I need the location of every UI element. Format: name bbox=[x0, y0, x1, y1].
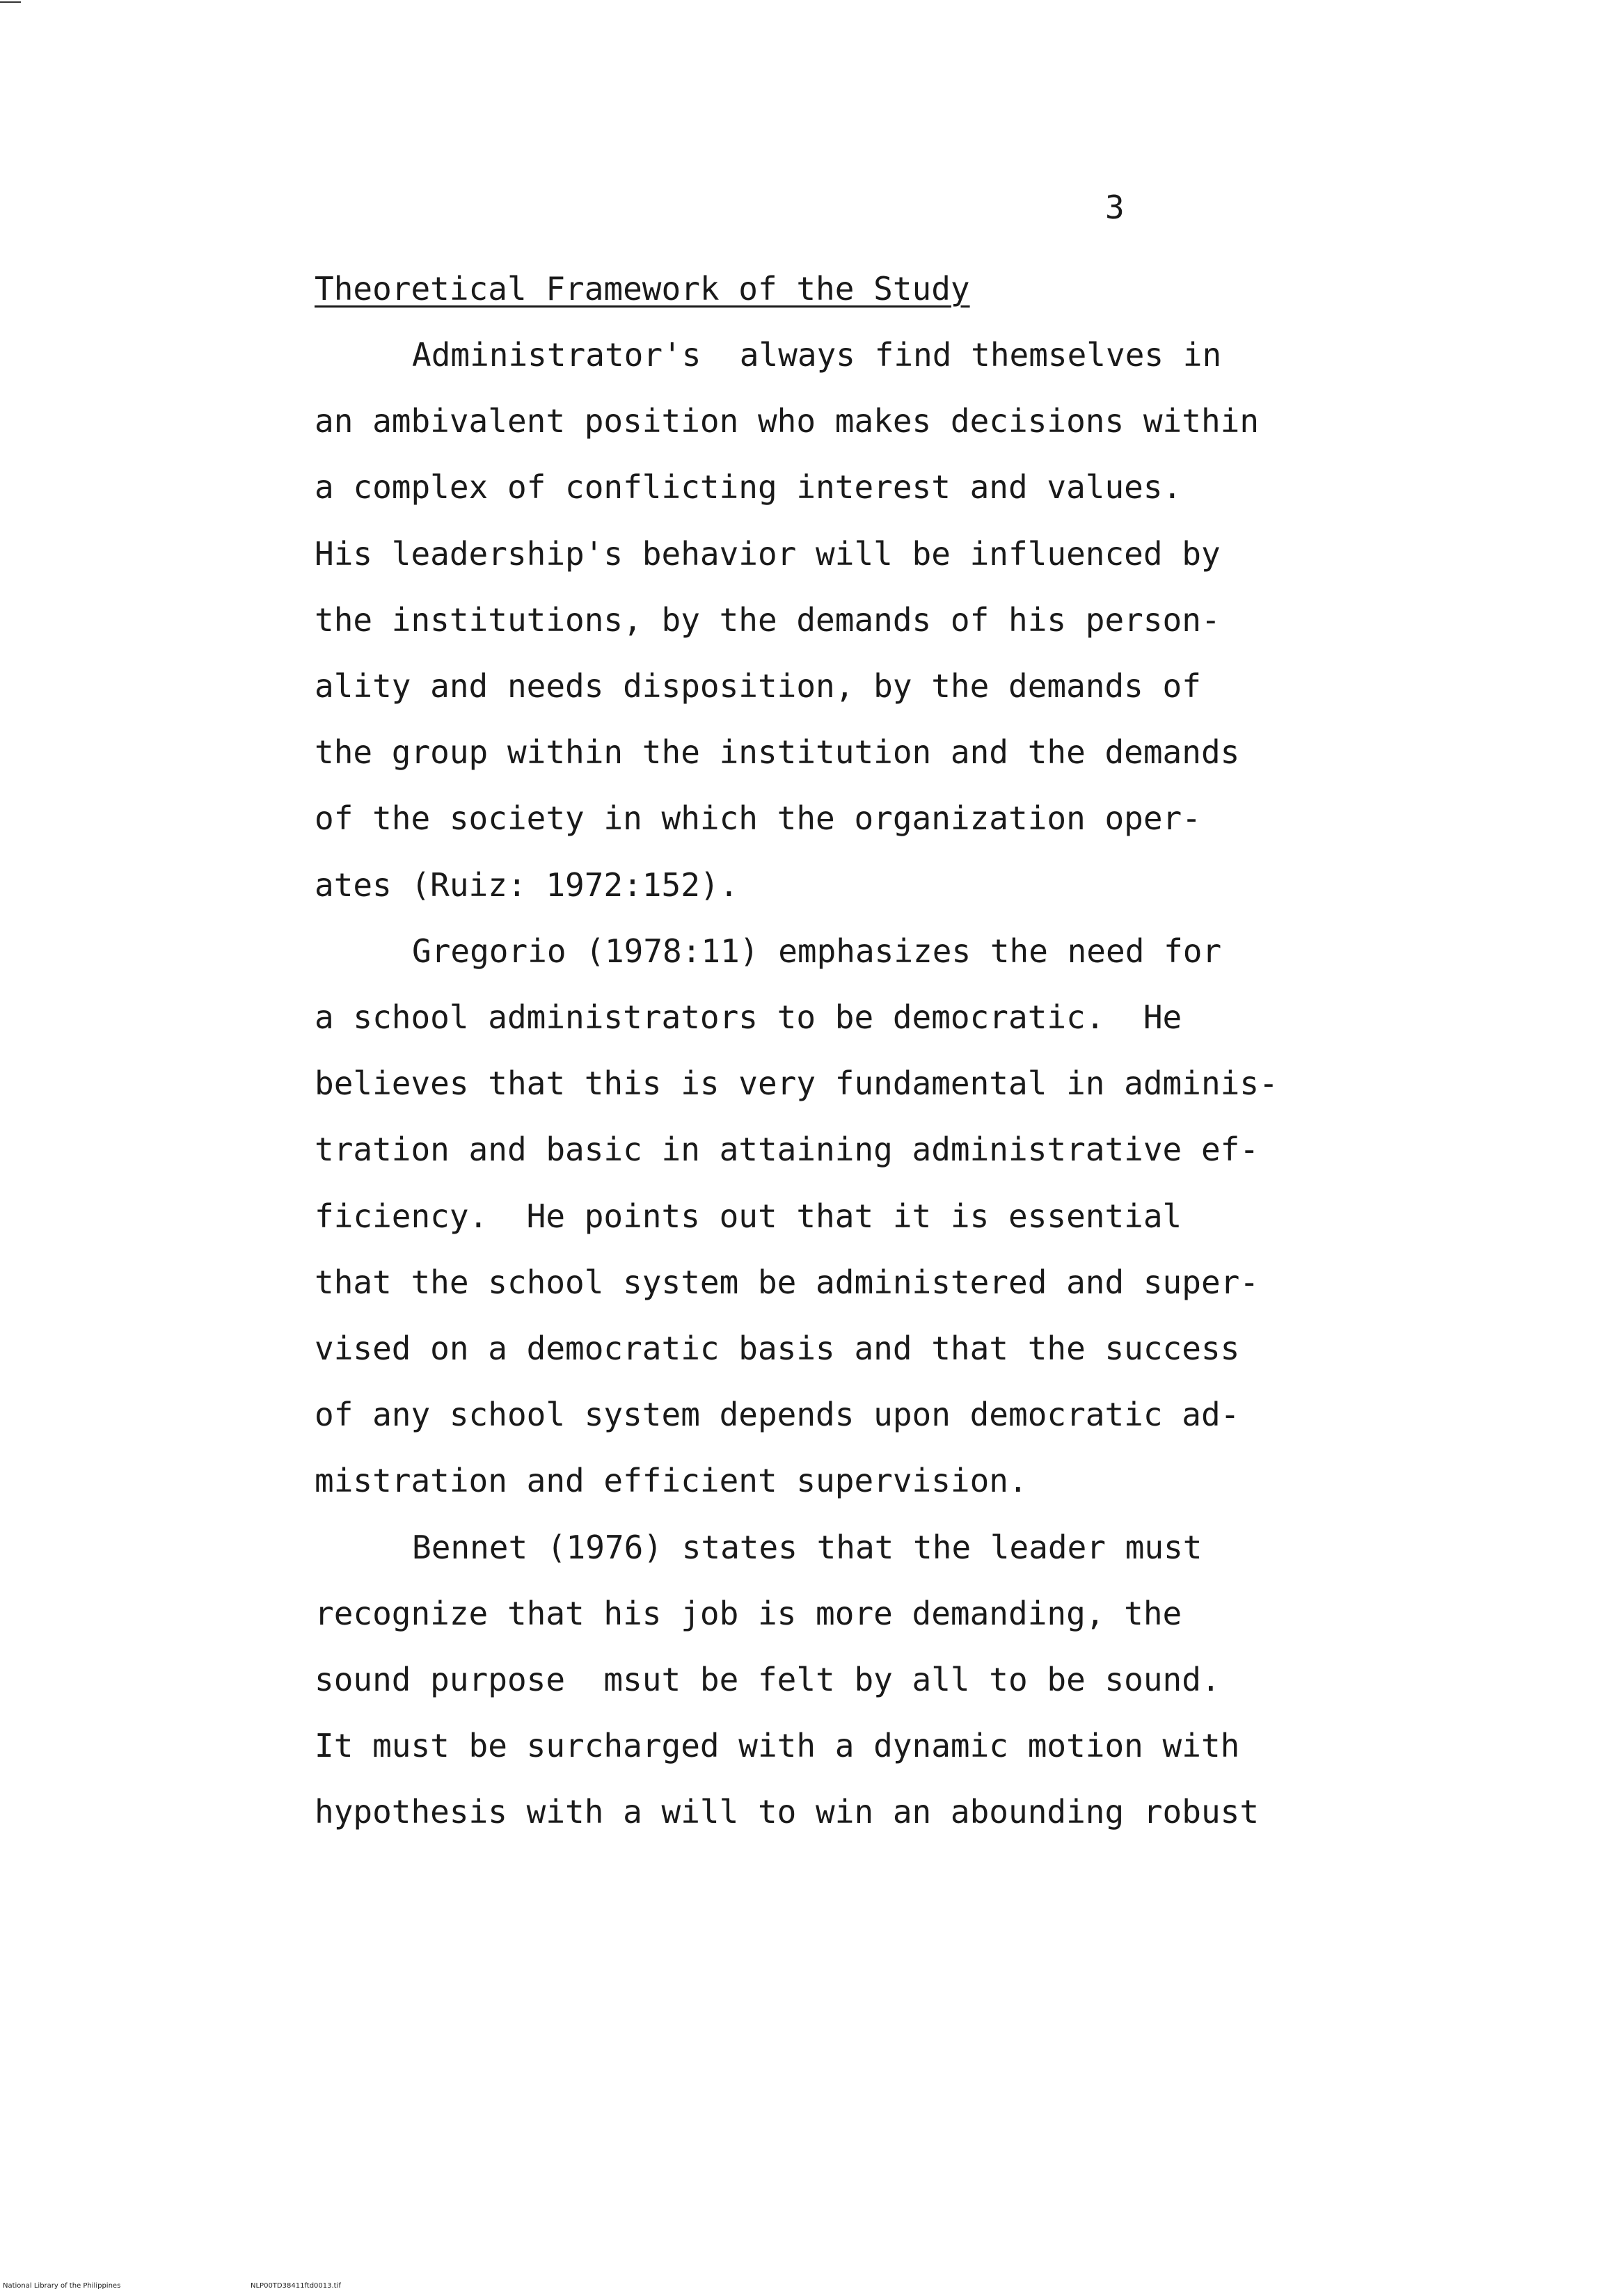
body-line: Bennet (1976) states that the leader must bbox=[412, 1529, 1203, 1566]
body-line: the group within the institution and the demands bbox=[315, 733, 1240, 771]
footer-file-name: NLP00TD38411ftd0013.tif bbox=[251, 2282, 341, 2290]
body-line: tration and basic in attaining administrative ef- bbox=[315, 1131, 1260, 1168]
footer-library-name: National Library of the Philippines bbox=[3, 2282, 121, 2290]
body-line: His leadership's behavior will be influenced by bbox=[315, 535, 1221, 573]
page-number: 3 bbox=[1105, 189, 1125, 226]
body-line: sound purpose msut be felt by all to be sound. bbox=[315, 1661, 1221, 1698]
body-line: vised on a democratic basis and that the success bbox=[315, 1330, 1240, 1367]
body-line: hypothesis with a will to win an abounding robust bbox=[315, 1793, 1260, 1831]
section-heading: Theoretical Framework of the Study bbox=[315, 270, 970, 308]
body-line: an ambivalent position who makes decisions within bbox=[315, 402, 1260, 440]
scan-corner-mark bbox=[0, 1, 21, 8]
body-line: a school administrators to be democratic. He bbox=[315, 998, 1182, 1036]
body-line: mistration and efficient supervision. bbox=[315, 1462, 1028, 1499]
body-line: ficiency. He points out that it is essential bbox=[315, 1197, 1182, 1235]
body-line: recognize that his job is more demanding, the bbox=[315, 1595, 1182, 1632]
body-line: the institutions, by the demands of his person- bbox=[315, 601, 1221, 639]
body-line: ality and needs disposition, by the demands of bbox=[315, 667, 1201, 705]
body-line: Administrator's always find themselves in bbox=[412, 336, 1222, 374]
body-line: of any school system depends upon democratic ad- bbox=[315, 1396, 1240, 1433]
body-line: Gregorio (1978:11) emphasizes the need for bbox=[412, 932, 1222, 970]
body-line: of the society in which the organization oper- bbox=[315, 799, 1201, 837]
body-line: believes that this is very fundamental in adminis- bbox=[315, 1065, 1278, 1102]
body-line: It must be surcharged with a dynamic motion with bbox=[315, 1727, 1240, 1764]
body-line: a complex of conflicting interest and values. bbox=[315, 468, 1182, 506]
body-line: that the school system be administered and super- bbox=[315, 1263, 1260, 1301]
body-line: ates (Ruiz: 1972:152). bbox=[315, 866, 739, 904]
